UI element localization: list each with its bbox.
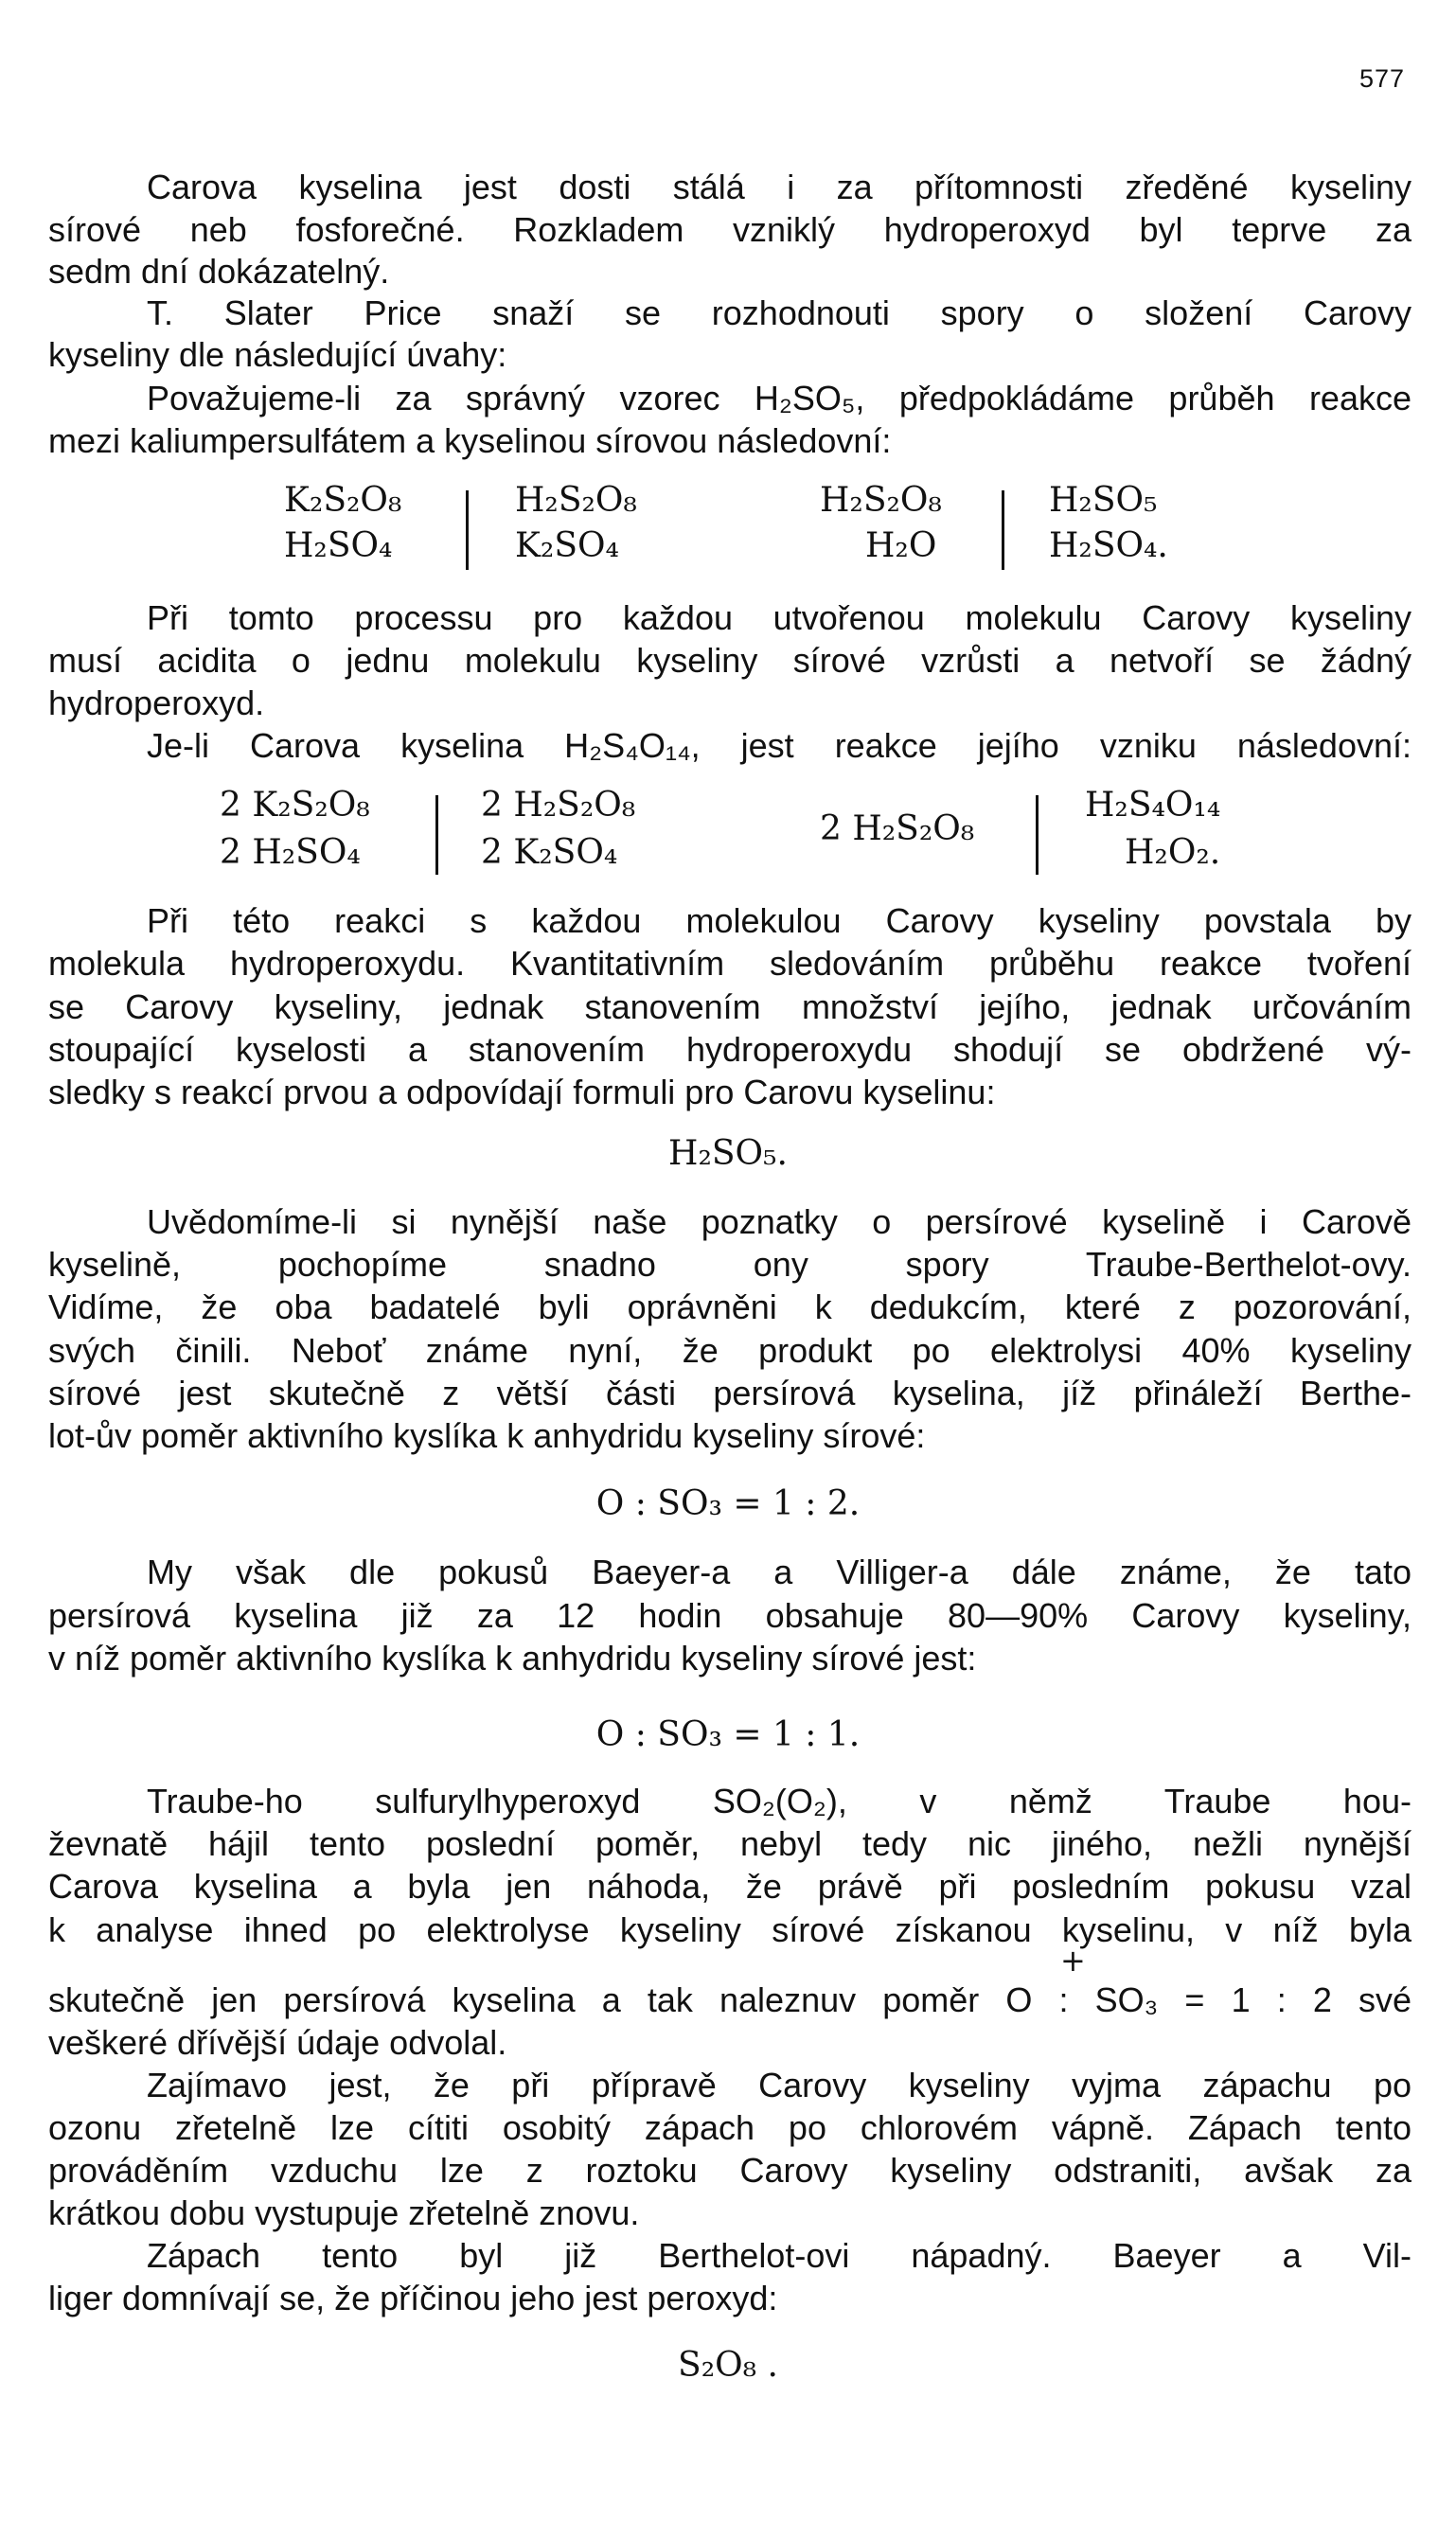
text-line: molekula hydroperoxydu. Kvantitativním sledováním průběhu reakce tvoření bbox=[48, 944, 1412, 983]
text-line: sledky s reakcí prvou a odpovídají formuli pro Carovu kyselinu: bbox=[48, 1073, 996, 1111]
text-line: ževnatě hájil tento poslední poměr, nebyl tedy nic jiného, nežli nynější bbox=[48, 1824, 1412, 1863]
text-line: stoupající kyselosti a stanovením hydroperoxydu shodují se obdržené vý- bbox=[48, 1030, 1412, 1069]
formula: H₂O bbox=[865, 526, 937, 565]
text-line: Při této reakci s každou molekulou Carovy kyseliny povstala by bbox=[147, 901, 1412, 940]
formula: 2 K₂SO₄ bbox=[481, 833, 618, 872]
text-line: kyseliny dle následující úvahy: bbox=[48, 335, 507, 374]
ratio-equation-1: O : SO₃ = 1 : 2. bbox=[595, 1484, 861, 1523]
text-line: ozonu zřetelně lze cítiti osobitý zápach po chlorovém vápně. Zápach tento bbox=[48, 2108, 1412, 2147]
formula: K₂SO₄ bbox=[515, 526, 619, 565]
page-number: 577 bbox=[1358, 64, 1405, 93]
text-line: sedm dní dokázatelný. bbox=[48, 252, 390, 291]
text-line: v níž poměr aktivního kyslíka k anhydridu kyseliny sírové jest: bbox=[48, 1639, 977, 1678]
formula-h2so5: H₂SO₅. bbox=[668, 1134, 788, 1173]
text-line: persírová kyselina již za 12 hodin obsahuje 80—90% Carovy kyseliny, bbox=[48, 1596, 1412, 1635]
formula: H₂S₄O₁₄ bbox=[1085, 786, 1221, 825]
text-line: Carova kyselina a byla jen náhoda, že právě při posledním pokusu vzal bbox=[48, 1867, 1412, 1906]
text-line: Vidíme, že oba badatelé byli oprávněni k dedukcím, které z pozorování, bbox=[48, 1287, 1412, 1326]
text-line: krátkou dobu vystupuje zřetelně znovu. bbox=[48, 2193, 640, 2232]
formula: H₂SO₄ bbox=[284, 526, 393, 565]
bracket-line bbox=[1002, 490, 1004, 570]
formula: H₂S₂O₈ bbox=[515, 481, 637, 520]
text-line: mezi kaliumpersulfátem a kyselinou sírovou následovní: bbox=[48, 421, 892, 460]
text-line: liger domnívají se, že příčinou jeho jest peroxyd: bbox=[48, 2279, 778, 2317]
text-line: musí acidita o jednu molekulu kyseliny sírové vzrůsti a netvoří se žádný bbox=[48, 641, 1412, 680]
text-line: kyselině, pochopíme snadno ony spory Traube-Berthelot-ovy. bbox=[48, 1245, 1412, 1284]
formula: 2 K₂S₂O₈ bbox=[220, 786, 370, 825]
formula-s2o8: S₂O₈ . bbox=[678, 2346, 778, 2385]
formula: K₂S₂O₈ bbox=[284, 481, 402, 520]
text-line: lot-ův poměr aktivního kyslíka k anhydridu kyseliny sírové: bbox=[48, 1416, 926, 1455]
text-line: sírové jest skutečně z větší části persírová kyselina, jíž přináleží Berthe- bbox=[48, 1374, 1412, 1412]
text-line: veškeré dřívější údaje odvolal. bbox=[48, 2023, 507, 2062]
text-line: skutečně jen persírová kyselina a tak naleznuv poměr O : SO₃ = 1 : 2 své bbox=[48, 1980, 1412, 2019]
text-line: hydroperoxyd. bbox=[48, 684, 265, 722]
text-line: Považujeme-li za správný vzorec H₂SO₅, předpokládáme průběh reakce bbox=[147, 379, 1412, 417]
bracket-line bbox=[466, 490, 469, 570]
text-line: Traube-ho sulfurylhyperoxyd SO₂(O₂), v němž Traube hou- bbox=[147, 1782, 1412, 1820]
formula: 2 H₂SO₄ bbox=[220, 833, 361, 872]
formula: H₂SO₅ bbox=[1049, 481, 1158, 520]
text-line: k analyse ihned po elektrolyse kyseliny sírové získanou kyselinu, v níž byla bbox=[48, 1910, 1412, 1949]
text-line: sírové neb fosforečné. Rozkladem vzniklý hydroperoxyd byl teprve za bbox=[48, 210, 1412, 249]
text-line: Je-li Carova kyselina H₂S₄O₁₄, jest reakce jejího vzniku následovní: bbox=[147, 726, 1412, 765]
bracket-line bbox=[435, 795, 438, 875]
text-line: My však dle pokusů Baeyer-a a Villiger-a dále známe, že tato bbox=[147, 1553, 1412, 1591]
text-line: Zajímavo jest, že při přípravě Carovy kyseliny vyjma zápachu po bbox=[147, 2066, 1412, 2104]
formula: H₂O₂. bbox=[1125, 833, 1221, 872]
text-line: Při tomto processu pro každou utvořenou molekulu Carovy kyseliny bbox=[147, 598, 1412, 637]
text-line: Uvědomíme-li si nynější naše poznatky o persírové kyselině i Carově bbox=[147, 1202, 1412, 1241]
text-line: T. Slater Price snaží se rozhodnouti spory o složení Carovy bbox=[147, 293, 1412, 332]
plus-sign: + bbox=[1060, 1943, 1086, 1979]
formula: H₂S₂O₈ bbox=[820, 481, 942, 520]
formula: 2 H₂S₂O₈ bbox=[820, 809, 975, 848]
bracket-line bbox=[1036, 795, 1039, 875]
text-line: prováděním vzduchu lze z roztoku Carovy kyseliny odstraniti, avšak za bbox=[48, 2151, 1412, 2190]
text-line: svých činili. Neboť známe nyní, že produkt po elektrolysi 40% kyseliny bbox=[48, 1331, 1412, 1370]
formula: 2 H₂S₂O₈ bbox=[481, 786, 636, 825]
text-line: se Carovy kyseliny, jednak stanovením množství jejího, jednak určováním bbox=[48, 987, 1412, 1026]
text-line: Carova kyselina jest dosti stálá i za přítomnosti zředěné kyseliny bbox=[147, 168, 1412, 206]
ratio-equation-2: O : SO₃ = 1 : 1. bbox=[595, 1715, 861, 1754]
text-line: Zápach tento byl již Berthelot-ovi nápadný. Baeyer a Vil- bbox=[147, 2236, 1412, 2275]
formula: H₂SO₄. bbox=[1049, 526, 1168, 565]
